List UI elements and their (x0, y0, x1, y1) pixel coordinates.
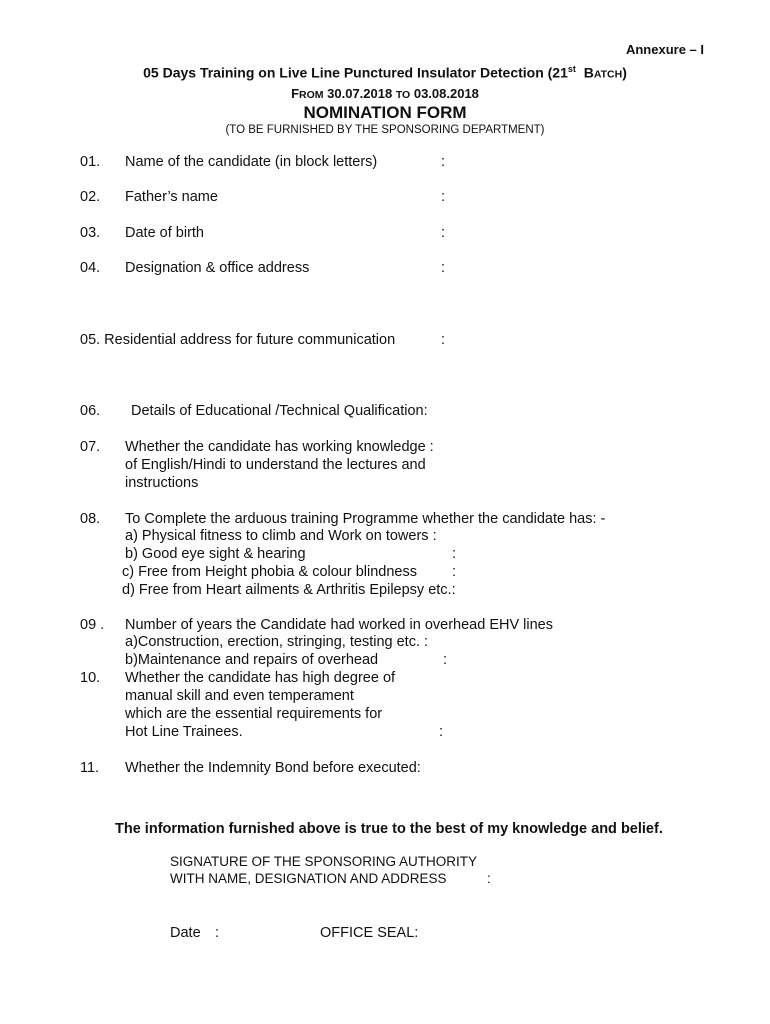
residential-address-label: 05. Residential address for future communication (80, 332, 396, 348)
eyesight-hearing-item: b) Good eye sight & hearing (125, 546, 306, 562)
father-name-label: Father’s name (125, 189, 218, 205)
candidate-name-label: Name of the candidate (in block letters) (125, 154, 378, 170)
field-colon: : (441, 260, 446, 276)
language-knowledge-line: of English/Hindi to understand the lectures and (125, 457, 426, 473)
indemnity-bond-label: Whether the Indemnity Bond before executed: (125, 760, 421, 776)
item-number: 03. (80, 225, 101, 241)
field-colon: : (441, 189, 446, 205)
item-number: 09 . (80, 617, 105, 633)
training-title-text: 05 Days Training on Live Line Punctured Insulator Detection (21 (143, 64, 568, 81)
form-heading: NOMINATION FORM (303, 103, 467, 122)
manual-skill-line: Whether the candidate has high degree of (125, 670, 396, 686)
item-number: 02. (80, 189, 101, 205)
ehv-experience-intro: Number of years the Candidate had worked in overhead EHV lines (125, 617, 553, 633)
language-knowledge-line: Whether the candidate has working knowledge : (125, 439, 434, 455)
start-date: 30.07.2018 (323, 86, 396, 101)
manual-skill-line: which are the essential requirements for (125, 706, 383, 722)
dob-label: Date of birth (125, 225, 204, 241)
training-dates (0, 86, 770, 102)
item-number: 11. (80, 760, 100, 776)
date-label: Date (170, 925, 201, 941)
manual-skill-line: manual skill and even temperament (125, 688, 354, 704)
designation-address-label: Designation & office address (125, 260, 310, 276)
to-word: TO (395, 89, 411, 101)
batch-initial: B (583, 64, 594, 81)
batch-close: ) (622, 64, 627, 81)
manual-skill-line: Hot Line Trainees. (125, 724, 243, 740)
language-knowledge-line: instructions (125, 475, 199, 491)
field-colon: : (452, 546, 457, 562)
height-phobia-item: c) Free from Height phobia & colour blindness (122, 564, 417, 580)
from-initial: F (291, 86, 300, 101)
signature-details-label: WITH NAME, DESIGNATION AND ADDRESS (170, 871, 447, 886)
item-number: 07. (80, 439, 101, 455)
field-colon: : (487, 871, 491, 886)
declaration-statement: The information furnished above is true to the best of my knowledge and belief. (115, 821, 663, 837)
from-rest: ROM (299, 89, 324, 101)
item-number: 10. (80, 670, 101, 686)
maintenance-experience-item: b)Maintenance and repairs of overhead (125, 652, 379, 668)
form-subheading: (TO BE FURNISHED BY THE SPONSORING DEPARTMENT) (225, 124, 545, 136)
signature-label: SIGNATURE OF THE SPONSORING AUTHORITY (170, 854, 478, 869)
field-colon: : (441, 154, 446, 170)
field-colon: : (441, 332, 446, 348)
heart-ailments-item: d) Free from Heart ailments & Arthritis Epilepsy etc.: (122, 582, 456, 598)
item-number: 08. (80, 511, 101, 527)
qualification-label: Details of Educational /Technical Qualification: (131, 403, 428, 419)
end-date: 03.08.2018 (410, 86, 479, 101)
field-colon: : (439, 724, 444, 740)
training-title (0, 64, 770, 81)
item-number: 06. (80, 403, 101, 419)
field-colon: : (215, 925, 220, 941)
item-number: 01. (80, 154, 101, 170)
batch-ordinal-suffix: st (567, 64, 576, 74)
physical-fitness-item: a) Physical fitness to climb and Work on towers : (125, 528, 437, 544)
batch-rest: ATCH (593, 68, 623, 81)
field-colon: : (443, 652, 448, 668)
item-number: 04. (80, 260, 101, 276)
annexure-label: Annexure – I (625, 42, 704, 57)
field-colon: : (441, 225, 446, 241)
field-colon: : (452, 564, 457, 580)
training-requirements-intro: To Complete the arduous training Programme whether the candidate has: - (125, 511, 606, 527)
construction-experience-item: a)Construction, erection, stringing, testing etc. : (125, 634, 429, 650)
office-seal-label: OFFICE SEAL: (320, 925, 419, 941)
